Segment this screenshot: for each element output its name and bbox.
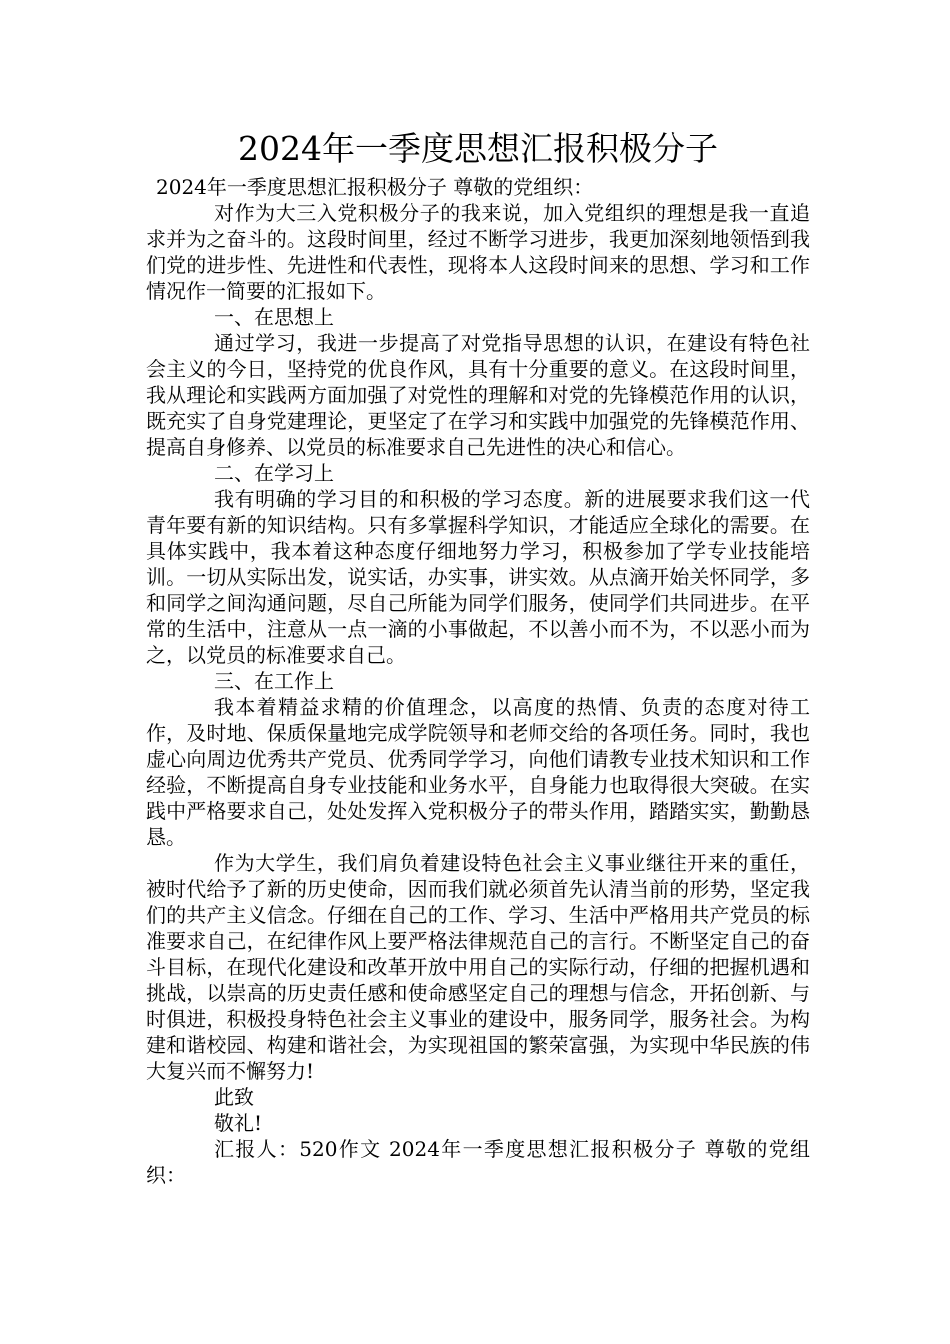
section-heading-thought: 一、在思想上 — [214, 305, 334, 329]
salutation-line-1: 此致 — [214, 1085, 254, 1109]
document-title: 2024年一季度思想汇报积极分子 — [238, 129, 718, 168]
lead-line: 2024年一季度思想汇报积极分子 尊敬的党组织： — [156, 175, 594, 199]
section-body-study: 我有明确的学习目的和积极的学习态度。新的进展要求我们这一代青年要有新的知识结构。只有多掌握科学知识，才能适应全球化的需要。在具体实践中，我本着这种态度仔细地努力学习，积极参加了学专业技能培训。一切从实际出发，说实话，办实事，讲实效。从点滴开始关怀同学，多和同学之间沟通问题，尽自己所能为同学们服务，使同学们共同进步。在平常的生活中，注意从一点一滴的小事做起，不以善小而不为，不以恶小而为之，以党员的标准要求自己。 — [146, 487, 810, 667]
intro-paragraph: 对作为大三入党积极分子的我来说，加入党组织的理想是我一直追求并为之奋斗的。这段时间里，经过不断学习进步，我更加深刻地领悟到我们党的进步性、先进性和代表性，现将本人这段时间来的思想、学习和工作情况作一简要的汇报如下。 — [146, 201, 810, 303]
closing-paragraph: 作为大学生，我们肩负着建设特色社会主义事业继往开来的重任，被时代给予了新的历史使命，因而我们就必须首先认清当前的形势，坚定我们的共产主义信念。仔细在自己的工作、学习、生活中严格用共产党员的标准要求自己，在纪律作风上要严格法律规范自己的言行。不断坚定自己的奋斗目标，在现代化建设和改革开放中用自己的实际行动，仔细的把握机遇和挑战，以崇高的历史责任感和使命感坚定自己的理想与信念，开拓创新、与时俱进，积极投身特色社会主义事业的建设中，服务同学，服务社会。为构建和谐校园、构建和谐社会，为实现祖国的繁荣富强，为实现中华民族的伟大复兴而不懈努力! — [146, 851, 810, 1083]
section-heading-study: 二、在学习上 — [214, 461, 334, 485]
document-page — [146, 126, 810, 1188]
salutation-line-2: 敬礼! — [214, 1111, 263, 1135]
section-heading-work: 三、在工作上 — [214, 669, 334, 693]
section-body-work: 我本着精益求精的价值理念，以高度的热情、负责的态度对待工作，及时地、保质保量地完成学院领导和老师交给的各项任务。同时，我也虚心向周边优秀共产党员、优秀同学学习，向他们请教专业技术知识和工作经验，不断提高自身专业技能和业务水平，自身能力也取得很大突破。在实践中严格要求自己，处处发挥入党积极分子的带头作用，踏踏实实，勤勤恳恳。 — [146, 695, 810, 849]
signature-line: 汇报人：520作文 2024年一季度思想汇报积极分子 尊敬的党组织： — [146, 1137, 810, 1187]
section-body-thought: 通过学习，我进一步提高了对党指导思想的认识，在建设有特色社会主义的今日，坚持党的优良作风，具有十分重要的意义。在这段时间里，我从理论和实践两方面加强了对党性的理解和对党的先锋模范作用的认识，既充实了自身党建理论，更坚定了在学习和实践中加强党的先锋模范作用、提高自身修养、以党员的标准要求自己先进性的决心和信心。 — [146, 331, 810, 459]
